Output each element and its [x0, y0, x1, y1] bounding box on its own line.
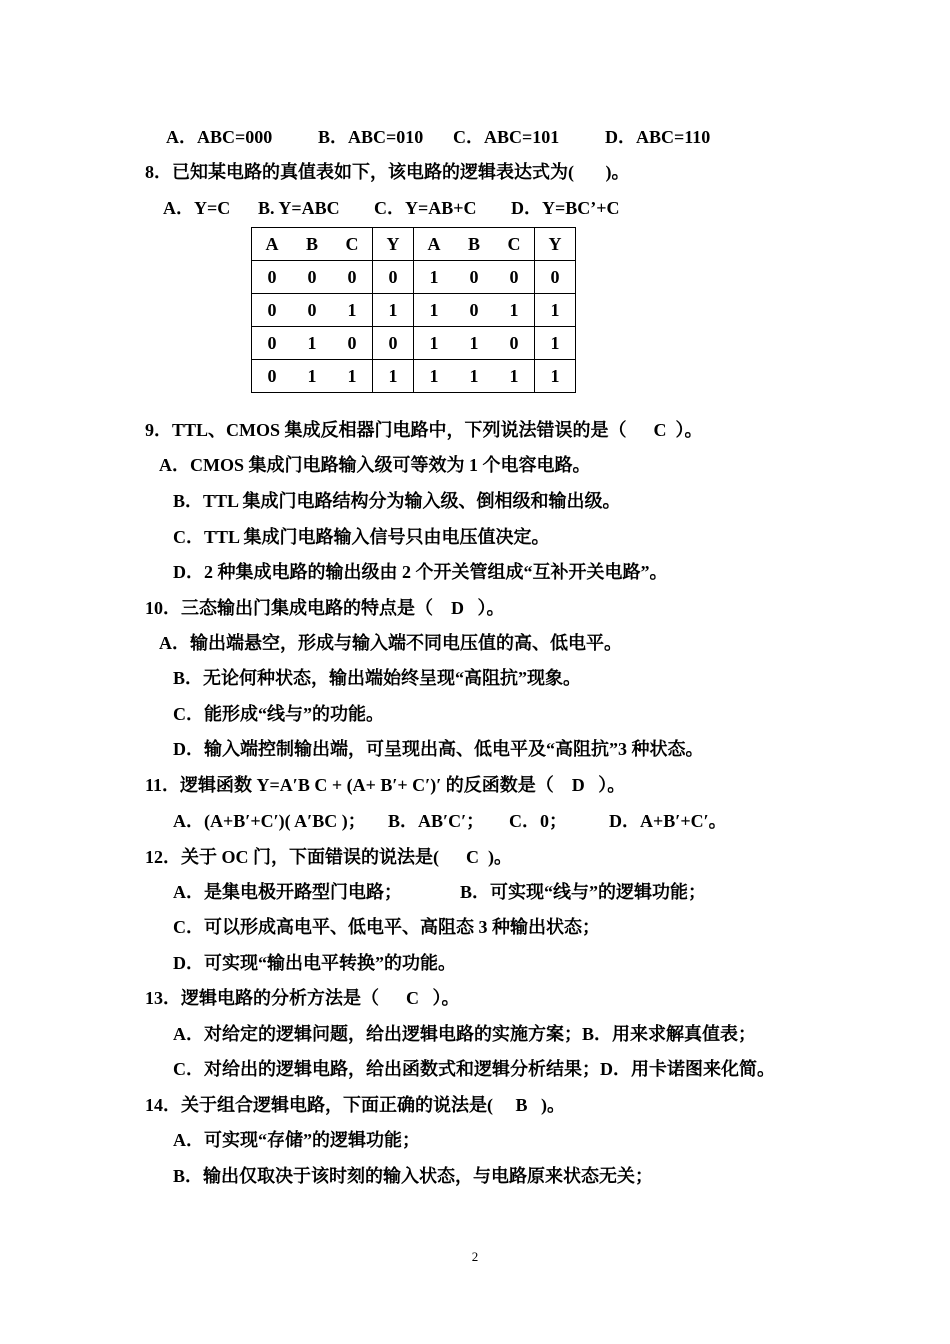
q8-stem: 8．已知某电路的真值表如下，该电路的逻辑表达式为( )。	[145, 162, 630, 182]
q7-option-a: A．ABC=000	[166, 127, 273, 147]
q9-stem: 9．TTL、CMOS 集成反相器门电路中，下列说法错误的是（ C ）。	[145, 420, 703, 440]
q9-option-a: A．CMOS 集成门电路输入级可等效为 1 个电容电路。	[159, 455, 591, 475]
q14-option-b: B．输出仅取决于该时刻的输入状态，与电路原来状态无关；	[173, 1166, 654, 1186]
table-cell: 1	[332, 360, 373, 393]
q13-stem: 13．逻辑电路的分析方法是（ C ）。	[145, 988, 460, 1008]
q11-option-d: D．A+B′+C′。	[609, 811, 727, 831]
table-cell: 1	[373, 360, 414, 393]
q10-option-a: A．输出端悬空，形成与输入端不同电压值的高、低电平。	[159, 633, 622, 653]
table-cell: 1	[535, 360, 576, 393]
q8-option-d: D．Y=BC’+C	[511, 198, 620, 218]
table-cell: 0	[535, 261, 576, 294]
table-row	[252, 294, 576, 327]
q10-option-d: D．输入端控制输出端，可呈现出高、低电平及“高阻抗”3 种状态。	[173, 739, 704, 759]
q10-option-b: B．无论何种状态，输出端始终呈现“高阻抗”现象。	[173, 668, 582, 688]
table-cell: 1	[292, 327, 332, 360]
table-header-cell: A	[414, 228, 455, 261]
q13-options-cd: C．对给出的逻辑电路，给出函数式和逻辑分析结果；D．用卡诺图来化简。	[173, 1059, 775, 1079]
table-cell: 1	[454, 360, 494, 393]
table-header-cell: C	[494, 228, 535, 261]
table-cell: 0	[373, 327, 414, 360]
q8-option-b: B. Y=ABC	[258, 198, 340, 218]
table-header-cell: B	[454, 228, 494, 261]
table-cell: 0	[252, 261, 293, 294]
q14-stem: 14．关于组合逻辑电路，下面正确的说法是( B )。	[145, 1095, 565, 1115]
q11-stem: 11．逻辑函数 Y=A′B C + (A+ B′+ C′)′ 的反函数是（ D ）。	[145, 775, 626, 795]
truth-table	[251, 227, 576, 393]
q12-option-b: B．可实现“线与”的逻辑功能；	[460, 882, 707, 902]
q9-option-b: B．TTL 集成门电路结构分为输入级、倒相级和输出级。	[173, 491, 621, 511]
q8-option-a: A．Y=C	[163, 198, 231, 218]
table-cell: 0	[252, 360, 293, 393]
table-cell: 0	[252, 327, 293, 360]
table-cell: 0	[494, 327, 535, 360]
table-header-cell: Y	[535, 228, 576, 261]
q11-option-c: C．0；	[509, 811, 567, 831]
table-cell: 1	[332, 294, 373, 327]
q11-option-a: A．(A+B′+C′)( A′BC )；	[173, 811, 366, 831]
table-cell: 0	[454, 261, 494, 294]
table-cell: 1	[535, 327, 576, 360]
q7-option-b: B．ABC=010	[318, 127, 424, 147]
table-cell: 0	[373, 261, 414, 294]
q9-option-c: C．TTL 集成门电路输入信号只由电压值决定。	[173, 527, 550, 547]
table-cell: 1	[494, 360, 535, 393]
table-header-cell: Y	[373, 228, 414, 261]
table-cell: 1	[414, 261, 455, 294]
table-cell: 1	[454, 327, 494, 360]
table-cell: 1	[414, 294, 455, 327]
q12-option-d: D．可实现“输出电平转换”的功能。	[173, 953, 456, 973]
q12-option-c: C．可以形成高电平、低电平、高阻态 3 种输出状态；	[173, 917, 600, 937]
q10-stem: 10．三态输出门集成电路的特点是（ D ）。	[145, 598, 505, 618]
table-cell: 0	[332, 327, 373, 360]
table-cell: 0	[292, 261, 332, 294]
table-header-cell: B	[292, 228, 332, 261]
table-header-cell: A	[252, 228, 293, 261]
table-cell: 1	[414, 327, 455, 360]
q12-stem: 12．关于 OC 门，下面错误的说法是( C )。	[145, 847, 512, 867]
q14-option-a: A．可实现“存储”的逻辑功能；	[173, 1130, 420, 1150]
page-number: 2	[471, 1249, 479, 1264]
table-header-cell: C	[332, 228, 373, 261]
q10-option-c: C．能形成“线与”的功能。	[173, 704, 384, 724]
table-cell: 1	[373, 294, 414, 327]
table-cell: 0	[292, 294, 332, 327]
q7-option-c: C．ABC=101	[453, 127, 560, 147]
q13-options-ab: A．对给定的逻辑问题，给出逻辑电路的实施方案；B．用来求解真值表；	[173, 1024, 757, 1044]
table-cell: 1	[414, 360, 455, 393]
table-cell: 0	[454, 294, 494, 327]
table-row	[252, 261, 576, 294]
q9-option-d: D．2 种集成电路的输出级由 2 个开关管组成“互补开关电路”。	[173, 562, 668, 582]
q7-option-d: D．ABC=110	[605, 127, 711, 147]
table-cell: 1	[535, 294, 576, 327]
table-row	[252, 360, 576, 393]
table-cell: 0	[252, 294, 293, 327]
q11-option-b: B．AB′C′；	[388, 811, 485, 831]
table-cell: 0	[494, 261, 535, 294]
table-cell: 0	[332, 261, 373, 294]
table-cell: 1	[494, 294, 535, 327]
truth-table-header-row	[252, 228, 576, 261]
table-cell: 1	[292, 360, 332, 393]
q8-option-c: C．Y=AB+C	[374, 198, 477, 218]
q12-option-a: A．是集电极开路型门电路；	[173, 882, 402, 902]
table-row	[252, 327, 576, 360]
